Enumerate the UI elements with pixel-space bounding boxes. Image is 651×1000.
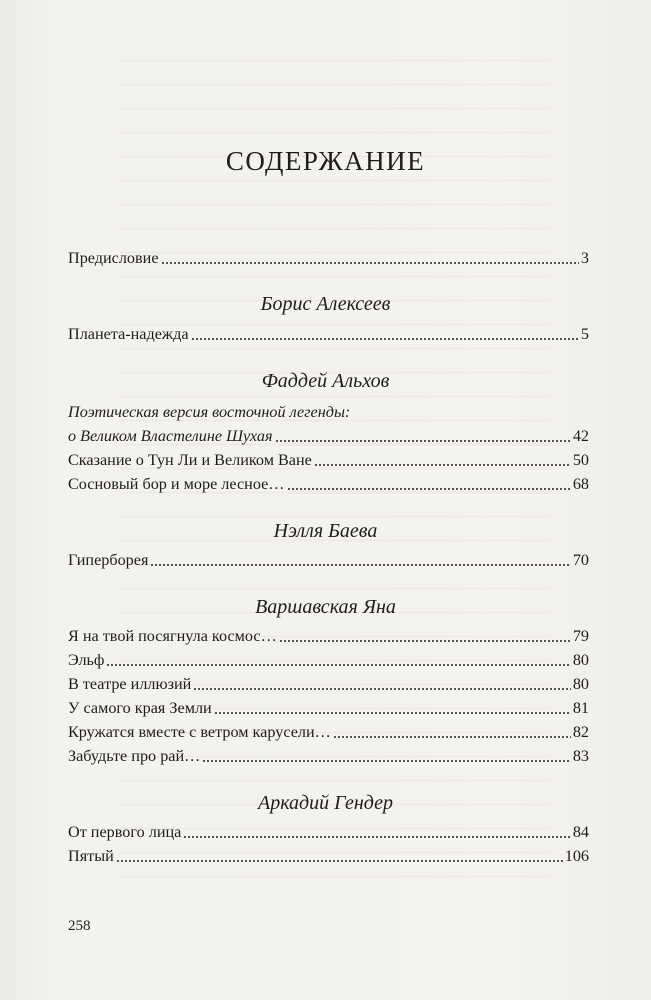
toc-entry bbox=[68, 448, 589, 470]
leader-dots bbox=[161, 262, 579, 264]
toc-entry-page: 68 bbox=[572, 475, 589, 493]
toc-entry bbox=[68, 472, 589, 494]
section-subtitle: Поэтическая версия восточной легенды: bbox=[68, 403, 351, 421]
toc-entry-page: 81 bbox=[572, 699, 589, 717]
toc-entry-label: Гиперборея bbox=[68, 551, 149, 569]
leader-dots bbox=[106, 664, 570, 666]
page-title: СОДЕРЖАНИЕ bbox=[225, 146, 426, 176]
toc-entry-label: От первого лица bbox=[68, 823, 182, 841]
toc-entry-page: 106 bbox=[564, 847, 589, 865]
toc-entry bbox=[68, 672, 589, 694]
section-author: Аркадий Гендер bbox=[257, 792, 393, 814]
leader-dots bbox=[279, 640, 571, 642]
toc-entry-label: Сосновый бор и море лесное… bbox=[68, 475, 285, 493]
toc-entry bbox=[68, 548, 589, 570]
leader-dots bbox=[275, 440, 571, 442]
toc-entry bbox=[68, 820, 589, 842]
page-number: 258 bbox=[68, 918, 91, 934]
toc-entry-page: 79 bbox=[572, 627, 589, 645]
toc-entry-label: Забудьте про рай… bbox=[68, 747, 201, 765]
toc-entry-page: 42 bbox=[572, 427, 589, 445]
toc-entry-page: 5 bbox=[580, 325, 589, 343]
toc-entry-label: Я на твой посягнула космос… bbox=[68, 627, 277, 645]
toc-entry-label: Предисловие bbox=[68, 249, 159, 267]
toc-entry-page: 3 bbox=[580, 249, 589, 267]
toc-entry bbox=[68, 424, 589, 446]
section-author: Нэлля Баева bbox=[273, 520, 378, 542]
leader-dots bbox=[116, 860, 563, 862]
toc-entry-label: Эльф bbox=[68, 651, 105, 669]
leader-dots bbox=[202, 760, 570, 762]
section-author: Борис Алексеев bbox=[260, 293, 391, 315]
toc-entry-label: о Великом Властелине Шухая bbox=[68, 427, 273, 445]
toc-entry-label: Кружатся вместе с ветром карусели… bbox=[68, 723, 331, 741]
toc-entry bbox=[68, 844, 589, 866]
leader-dots bbox=[191, 338, 579, 340]
leader-dots bbox=[193, 688, 571, 690]
toc-entry-label: Пятый bbox=[68, 847, 114, 865]
section-author: Варшавская Яна bbox=[255, 596, 396, 618]
toc-entry bbox=[68, 720, 589, 742]
toc-entry-preface bbox=[68, 246, 589, 268]
toc-entry-page: 82 bbox=[572, 723, 589, 741]
leader-dots bbox=[150, 564, 570, 566]
toc-entry bbox=[68, 744, 589, 766]
leader-dots bbox=[333, 736, 571, 738]
leader-dots bbox=[214, 712, 571, 714]
toc-entry-page: 70 bbox=[572, 551, 589, 569]
toc-entry-label: У самого края Земли bbox=[68, 699, 212, 717]
toc-entry bbox=[68, 696, 589, 718]
toc-entry-page: 80 bbox=[572, 675, 589, 693]
toc-entry-label: Планета-надежда bbox=[68, 325, 189, 343]
toc-entry-page: 84 bbox=[572, 823, 589, 841]
toc-entry-page: 50 bbox=[572, 451, 589, 469]
toc-entry-label: Сказание о Тун Ли и Великом Ване bbox=[68, 451, 312, 469]
toc-entry-page: 83 bbox=[572, 747, 589, 765]
toc-entry-label: В театре иллюзий bbox=[68, 675, 192, 693]
toc-entry bbox=[68, 322, 589, 344]
section-author: Фаддей Альхов bbox=[261, 370, 390, 392]
toc-entry bbox=[68, 648, 589, 670]
toc-entry bbox=[68, 624, 589, 646]
leader-dots bbox=[183, 836, 570, 838]
leader-dots bbox=[287, 488, 571, 490]
toc-entry-page: 80 bbox=[572, 651, 589, 669]
leader-dots bbox=[314, 464, 571, 466]
